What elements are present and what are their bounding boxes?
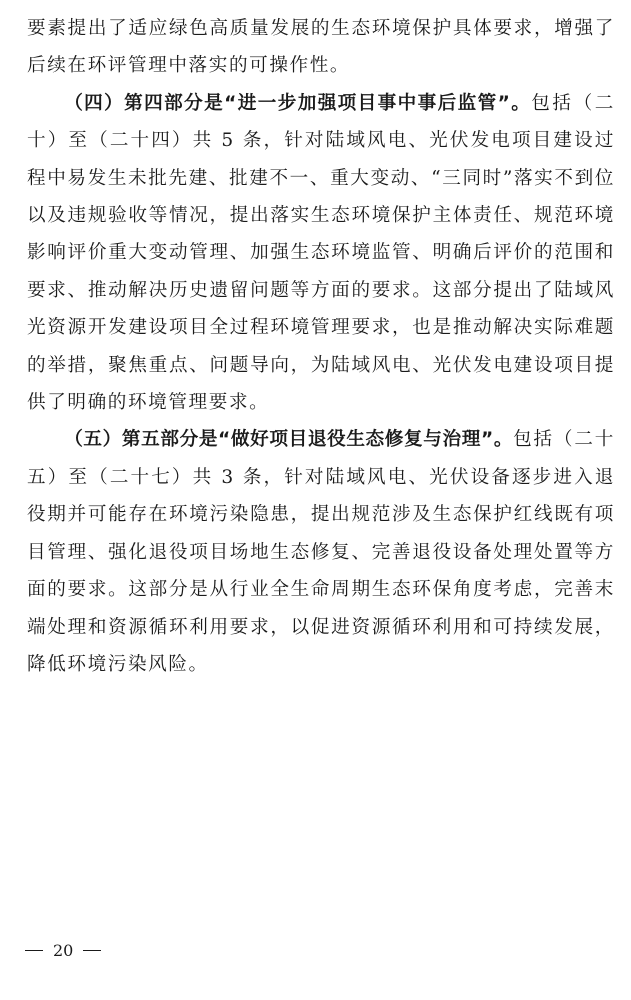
right-dash — [83, 950, 101, 951]
paragraph-text: 包括（二十）至（二十四）共 5 条，针对陆域风电、光伏发电项目建设过程中易发生未批先建、批建不一、重大变动、“三同时”落实不到位以及违规验收等情况，提出落实生态环境保护主体责任、规范环境影响评价重大变动管理、加强生态环境监管、明确后评价的范围和要求、推动解决历史遗留问题等方面的要求。这部分提出了陆域风光资源开发建设项目全过程环境管理要求，也是推动解决实际难题的举措，聚焦重点、问题导向，为陆域风电、光伏发电建设项目提供了明确的环境管理要求。 — [27, 92, 616, 414]
page-footer — [25, 941, 101, 960]
section-heading-part-four: （四）第四部分是“进一步加强项目事中事后监管”。 — [64, 92, 532, 114]
paragraph-part-four — [27, 85, 615, 422]
paragraph-continuation — [27, 10, 615, 85]
left-dash — [25, 950, 43, 951]
body-text — [27, 10, 615, 683]
section-heading-part-five: （五）第五部分是“做好项目退役生态修复与治理”。 — [64, 429, 514, 451]
paragraph-text: 要素提出了适应绿色高质量发展的生态环境保护具体要求，增强了后续在环评管理中落实的可操作性。 — [27, 18, 615, 77]
page-number: 20 — [53, 941, 74, 960]
paragraph-text: 包括（二十五）至（二十七）共 3 条，针对陆域风电、光伏设备逐步进入退役期并可能存在环境污染隐患，提出规范涉及生态保护红线既有项目管理、强化退役项目场地生态修复、完善退役设备处理处置等方面的要求。这部分是从行业全生命周期生态环保角度考虑，完善末端处理和资源循环利用要求，以促进资源循环利用和可持续发展，降低环境污染风险。 — [27, 429, 615, 675]
paragraph-part-five — [27, 421, 615, 683]
